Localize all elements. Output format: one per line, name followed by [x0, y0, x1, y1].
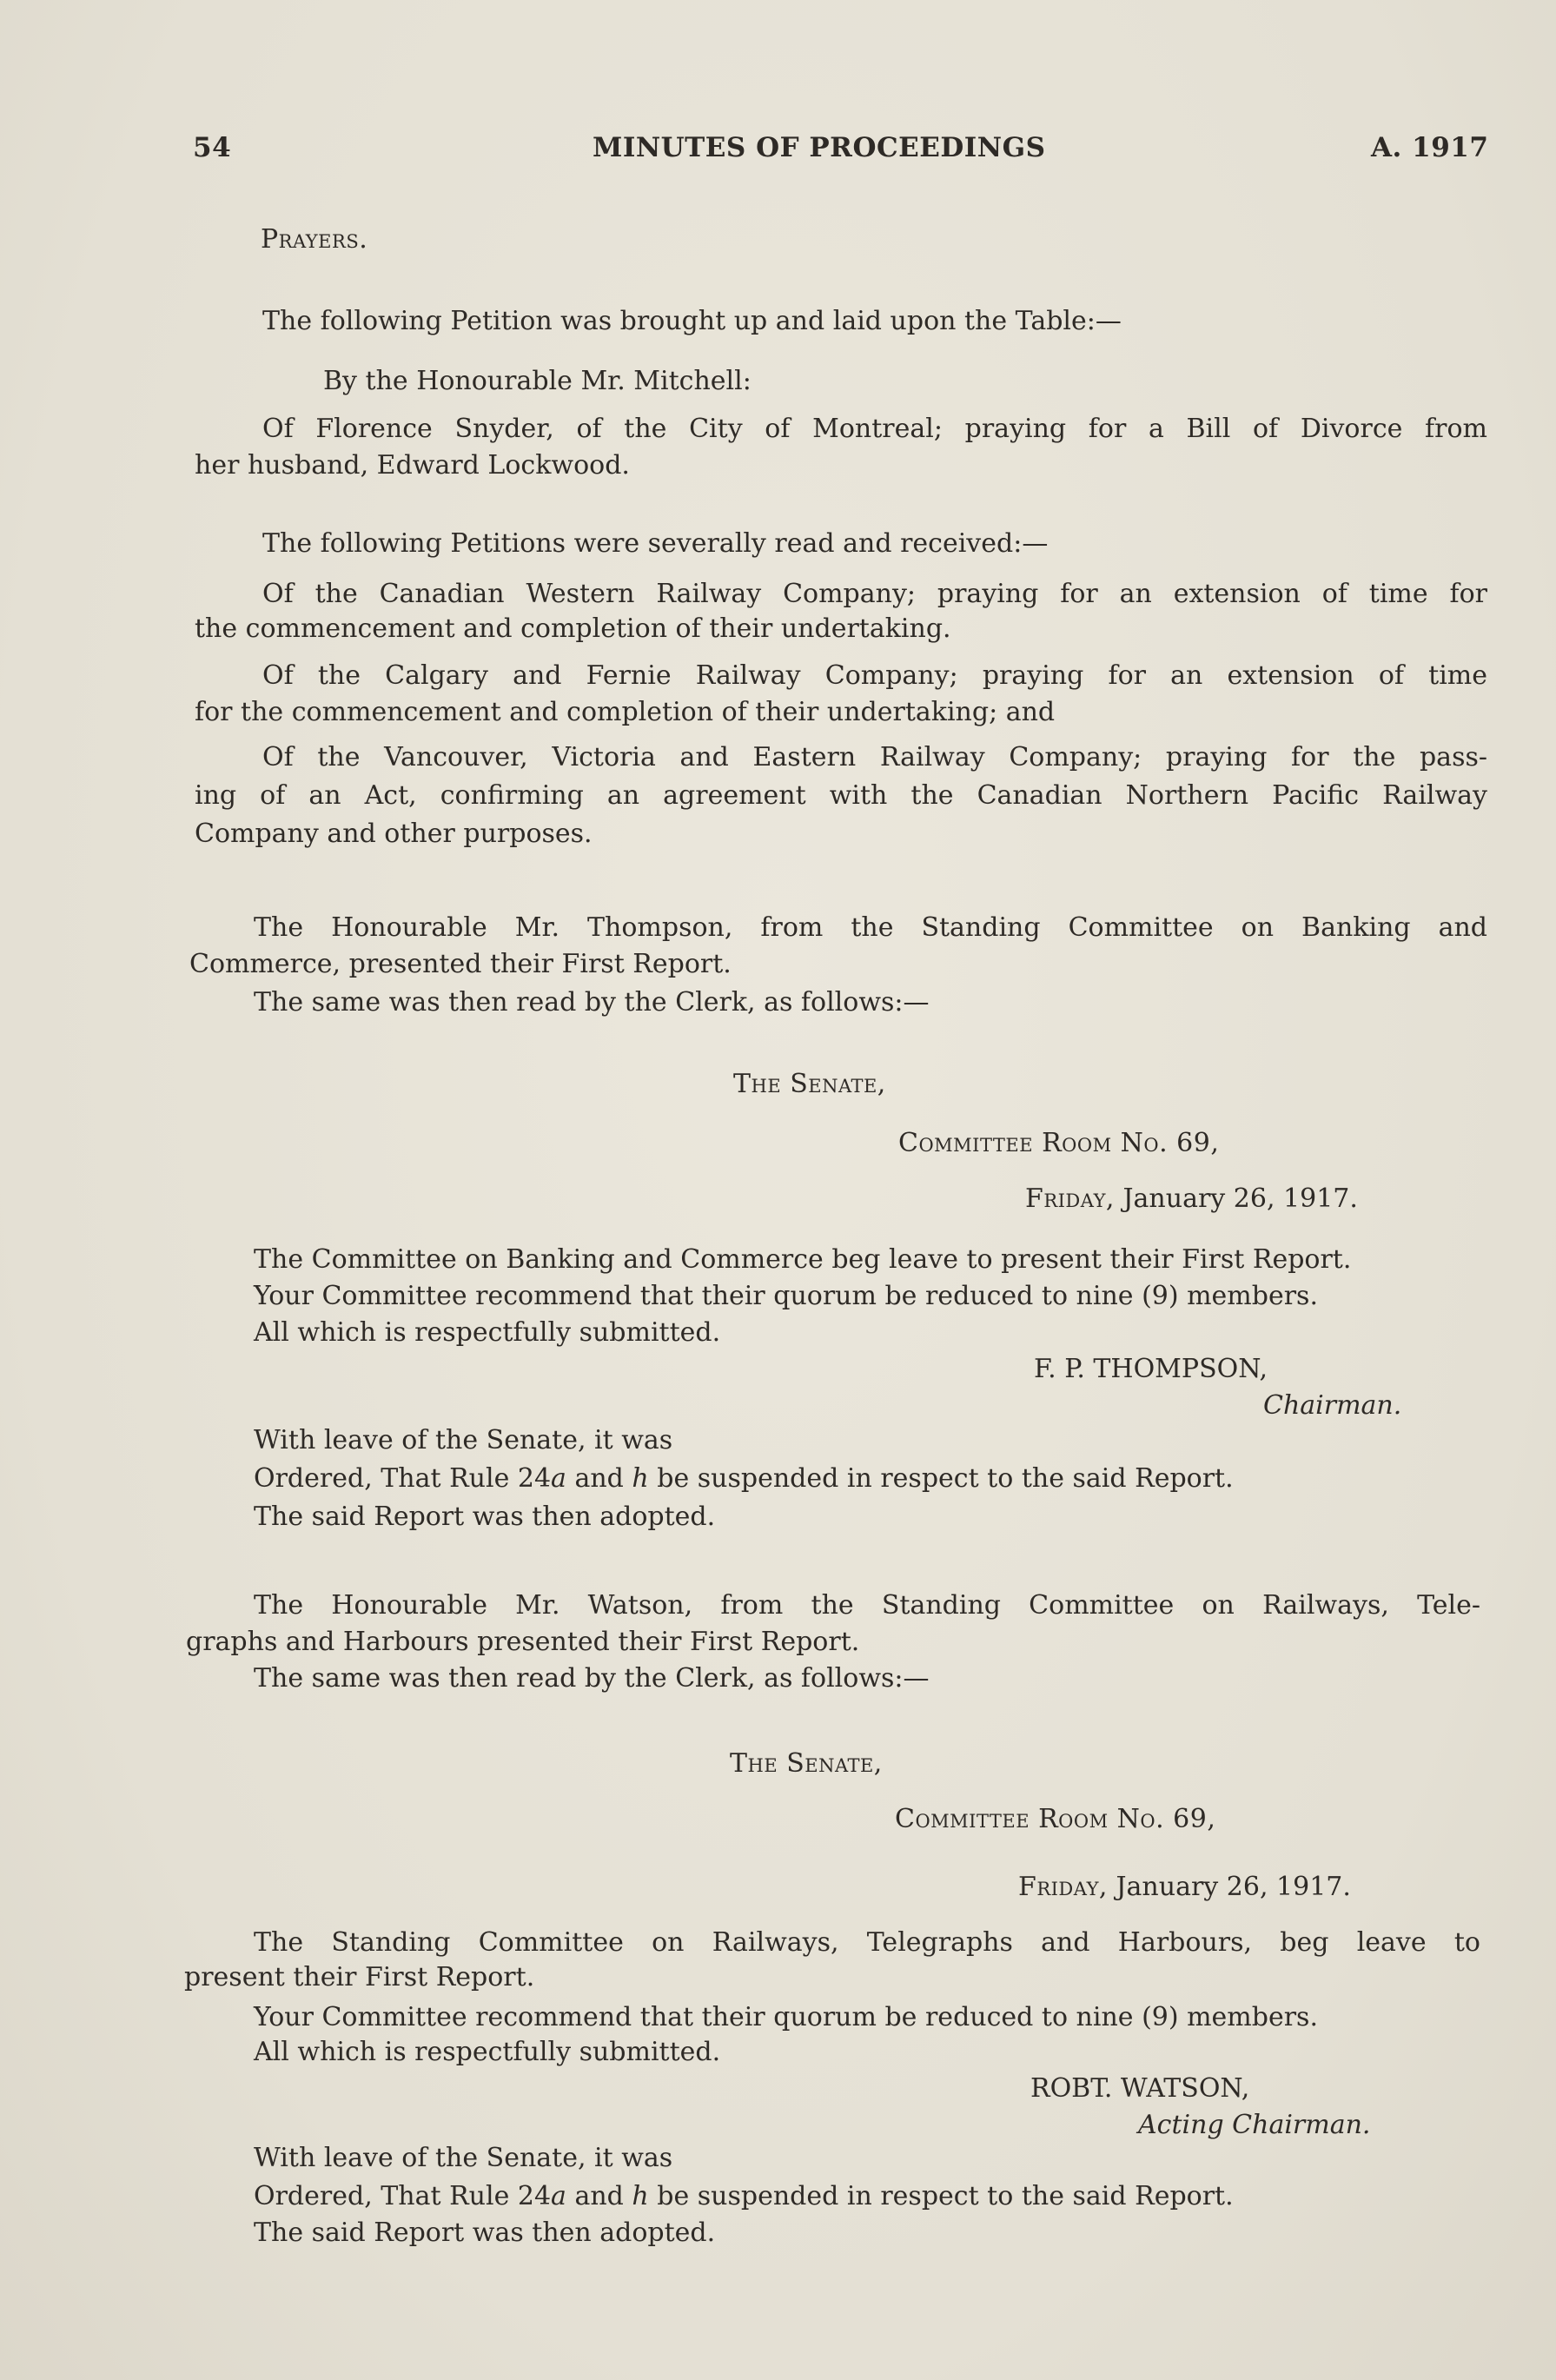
adopted-line-2: The said Report was then adopted.: [254, 2218, 716, 2248]
ordered-2-d: h: [632, 2181, 649, 2211]
snyder-line-1: Of Florence Snyder, of the City of Montreal; praying for a Bill of Divorce from: [262, 414, 1487, 444]
cwr-line-2: the commencement and completion of their undertaking.: [195, 613, 951, 644]
ordered-1-a: Ordered, That Rule 24: [254, 1463, 552, 1494]
date-1-day: Friday,: [1025, 1183, 1115, 1214]
banking-line-1: The Committee on Banking and Commerce beg leave to present their First Report.: [254, 1244, 1352, 1275]
railways-line-1: The Standing Committee on Railways, Telegraphs and Harbours, beg leave to: [254, 1927, 1480, 1958]
committee-room-2: Committee Room No. 69,: [895, 1804, 1216, 1834]
signature-2-title: Acting Chairman.: [1138, 2110, 1371, 2140]
ordered-2-b: a: [551, 2181, 566, 2211]
running-year: A. 1917: [1371, 132, 1489, 163]
date-1-rest: January 26, 1917.: [1114, 1183, 1358, 1214]
read-clerk-2: The same was then read by the Clerk, as follows:—: [254, 1663, 930, 1694]
watson-line-2: graphs and Harbours presented their First Report.: [186, 1627, 860, 1657]
railways-line-2: present their First Report.: [184, 1962, 535, 1992]
ordered-line-2: [254, 2179, 1234, 2214]
signature-2-name: ROBT. WATSON,: [1030, 2073, 1250, 2104]
running-title: MINUTES OF PROCEEDINGS: [593, 132, 1046, 163]
senate-heading-1: The Senate,: [733, 1069, 886, 1099]
prayers-heading: Prayers.: [261, 224, 368, 255]
banking-line-2: Your Committee recommend that their quorum be reduced to nine (9) members.: [254, 1281, 1318, 1311]
date-line-2: [1018, 1870, 1351, 1905]
ordered-2-c: and: [566, 2181, 632, 2211]
cwr-line-1: Of the Canadian Western Railway Company; praying for an extension of time for: [262, 579, 1487, 609]
watson-line-1: The Honourable Mr. Watson, from the Standing Committee on Railways, Tele-: [254, 1590, 1480, 1621]
ordered-2-e: be suspended in respect to the said Report.: [648, 2181, 1234, 2211]
date-2-day: Friday,: [1018, 1872, 1108, 1902]
committee-room-1: Committee Room No. 69,: [898, 1128, 1220, 1158]
banking-line-3: All which is respectfully submitted.: [254, 1317, 721, 1348]
snyder-line-2: her husband, Edward Lockwood.: [195, 450, 630, 481]
vve-line-3: Company and other purposes.: [195, 819, 593, 849]
read-clerk-1: The same was then read by the Clerk, as follows:—: [254, 987, 930, 1018]
page-number: 54: [193, 132, 232, 163]
ordered-1-b: a: [551, 1463, 566, 1494]
vve-line-2: ing of an Act, confirming an agreement with the Canadian Northern Pacific Railway: [195, 780, 1487, 811]
adopted-line-1: The said Report was then adopted.: [254, 1502, 716, 1532]
signature-1-name: F. P. THOMPSON,: [1034, 1354, 1268, 1384]
date-line-1: [1025, 1182, 1358, 1217]
senate-heading-2: The Senate,: [730, 1748, 883, 1779]
leave-line-1: With leave of the Senate, it was: [254, 1425, 673, 1455]
date-2-rest: January 26, 1917.: [1107, 1872, 1351, 1902]
ordered-1-c: and: [566, 1463, 632, 1494]
railways-line-3: Your Committee recommend that their quorum be reduced to nine (9) members.: [254, 2002, 1318, 2032]
petition-intro: The following Petition was brought up and laid upon the Table:—: [262, 306, 1122, 336]
ordered-1-e: be suspended in respect to the said Report.: [648, 1463, 1234, 1494]
cfr-line-1: Of the Calgary and Fernie Railway Company; praying for an extension of time: [262, 660, 1487, 691]
thompson-line-1: The Honourable Mr. Thompson, from the Standing Committee on Banking and: [254, 912, 1487, 943]
ordered-line-1: [254, 1462, 1234, 1496]
railways-line-4: All which is respectfully submitted.: [254, 2037, 721, 2067]
thompson-line-2: Commerce, presented their First Report.: [189, 949, 732, 979]
vve-line-1: Of the Vancouver, Victoria and Eastern Railway Company; praying for the pass-: [262, 742, 1487, 772]
by-mitchell: By the Honourable Mr. Mitchell:: [323, 366, 752, 396]
signature-1-title: Chairman.: [1263, 1390, 1402, 1421]
ordered-2-a: Ordered, That Rule 24: [254, 2181, 552, 2211]
cfr-line-2: for the commencement and completion of their undertaking; and: [195, 697, 1056, 727]
ordered-1-d: h: [632, 1463, 649, 1494]
petitions-read: The following Petitions were severally read and received:—: [262, 528, 1049, 559]
leave-line-2: With leave of the Senate, it was: [254, 2143, 673, 2173]
